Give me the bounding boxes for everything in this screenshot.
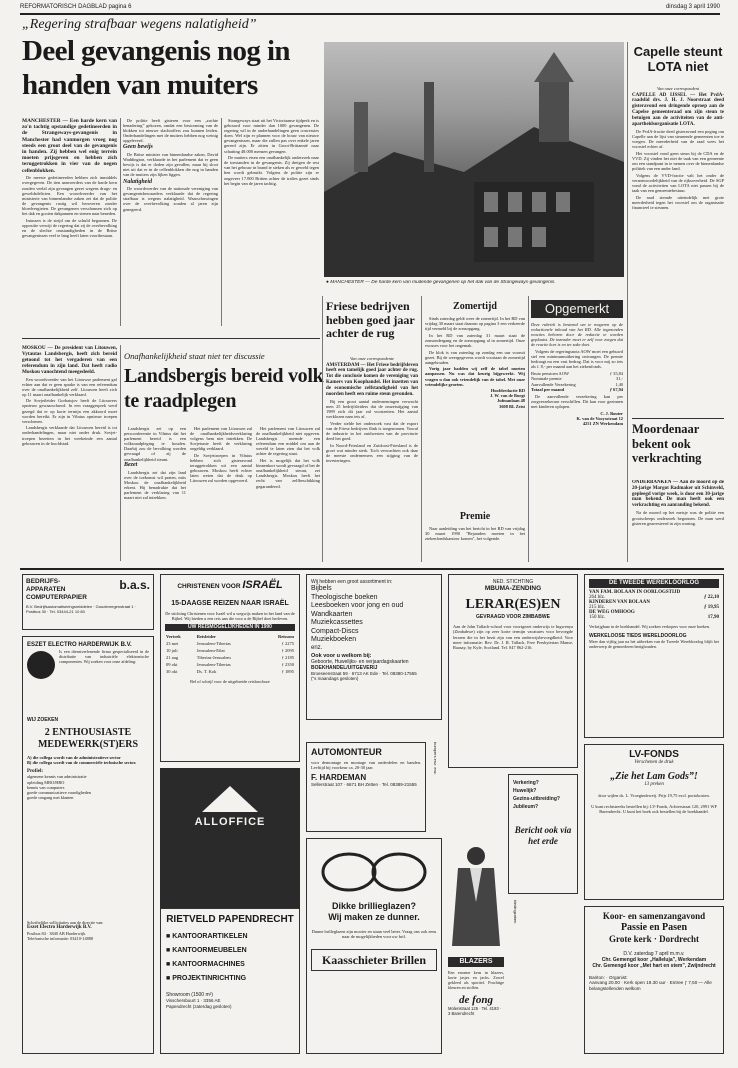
moskou-sub1: Bezet <box>124 462 138 469</box>
zomertijd-body2: In het RD van zaterdag 31 maart staat de zonsondergang en de zonsopgang al in zomertijd. Onze excuses voor het ongemak. <box>425 332 525 348</box>
dedag-row: DE WEG OMHOOG <box>589 610 635 615</box>
israel-row: 23 mei Jerusalem-Tiberias ƒ 2275 <box>166 641 294 647</box>
koor-date: D.V. zaterdag 7 april m.m.v. <box>623 951 685 957</box>
page-header <box>20 2 720 12</box>
premie-body: Naar aanleiding van het bericht in het RD van vrijdag 30 maart 1990 "Bejaarden moeten in het ziekenfondskantoor komen", het volgende. <box>425 526 525 542</box>
premie-sign2: K. van de Vooysstraat 12 <box>576 415 623 421</box>
prison-photo <box>324 42 624 277</box>
opgemerkt-intro: Deze rubriek is bestemd om te reageren op de redactionele inhoud van het RD. Alle ingezonden reacties behoren door de redactie te worden geplaatst. De inzender moet er zelf voor zorgen dat de reactie kort is en ter zake doet. <box>531 322 623 348</box>
autom-title: AUTOMONTEUR <box>311 747 382 757</box>
eszet-a: A) die collega wordt van de administratieve sector <box>27 755 121 760</box>
rietveld-item: ■ PROJEKTINRICHTING <box>166 975 247 982</box>
defong-brand: de fong <box>459 994 493 1006</box>
friese-intro: AMSTERDAM — Het Friese bedrijfsleven heeft een tamelijk goed jaar achter de rug. Tot die conclusie komen de vereniging van Kamers van Koophandel. Het inzetten van de economische zelfstandigheid van het noorden heeft een ruime steun gevonden. <box>326 362 418 397</box>
bril-brand: Kaasschieter Brillen <box>311 949 437 971</box>
israel-table-head: Vertrek Reisleider Reissom <box>166 634 294 640</box>
lvfonds-headline: „Zie het Lam Gods”! <box>610 771 698 782</box>
moskou-body1: Een woordvoerder van het Litouwse parlement gaf echter aan dat er geen sprake is van een referendum over de onafhankelijkheid zelf. Litouwen heeft zich op 11 maart onafhankelijk verklaard. <box>22 376 117 397</box>
wissel-side: kledingzaken <box>513 900 518 924</box>
zomertijd-body1: Sinds zaterdag geldt weer de zomertijd. In het RD van vrijdag 30 maart staat daarom op pagina 3 een verkeerde tijd vermeld bij de zonsopgang. <box>425 316 525 332</box>
bibles-visit: Ook voor u welkom bij: <box>311 652 372 659</box>
dedag-row: VAN FAM. BOLAAN IN OORLOGSTIJD <box>589 590 681 595</box>
capelle-headline: Capelle steunt LOTA niet <box>633 44 723 74</box>
premie-headline: Premie <box>459 511 491 522</box>
paper-name: REFORMATORISCH DAGBLAD pagina 6 <box>20 4 132 10</box>
lead-sub2: Nalatigheid <box>123 178 153 185</box>
eszet-addr: Postbus 84 · 3840 AB Harderwijk <box>27 930 86 936</box>
bibles-item: Wandkaarten <box>311 610 353 618</box>
opgemerkt-row: Aanvullende Verzekering 1,40 <box>531 381 623 387</box>
capelle-byline: Van onze correspondent <box>656 86 700 91</box>
alloffice-brand: ALLOFFICE <box>194 816 266 828</box>
zomertijd-bold: Vorig jaar hadden wij zelf de tabel moeten aanpassen. Nu was dat keurig bijgewerkt. Wij vragen u dan ook vriendelijk van de tabel. Met onze vriendelijke groeten. <box>425 366 525 387</box>
israel-foot: Bel of schrijf voor de uitgebreide reisbrochure <box>190 679 270 685</box>
vraag-item: Jubileum? <box>513 804 539 810</box>
eszet-bottom: Schriftelijke sollicitaties aan de directie van: <box>27 919 104 925</box>
eszet-logo <box>27 651 55 679</box>
landsbergis-body3: De Sovjettroepen in Vilnius hebben zich gisteravond teruggetrokken uit een aantal gebouwen. Moskou heeft echter laten weten dat de druk op Litouwen zal worden opgevoerd. <box>190 452 252 484</box>
ad-eszet <box>22 636 154 1054</box>
bibles-item: Theologische boeken <box>311 593 378 601</box>
prison-roof-illustration <box>324 42 624 277</box>
defong-text: Een enorme keus in blazers, korte jasjes en jacks. Zowel gekleed als sportief. Prachtige kleuren en stoffen. <box>448 970 504 990</box>
lerares-small: NED. STICHTING <box>492 579 534 585</box>
bas-small: B.V. Bedrijfsautomatiseringsmiddelen · Goudenregenstraat 1 · Postbus 30 · Tel. 03444-21 10 80 <box>26 604 136 614</box>
zomertijd-sign1: Hoofdredactie RD <box>490 388 525 394</box>
dedag-row: KINDEREN VAN BOLAAN <box>589 600 650 605</box>
vraag-item: Huwelijk? <box>513 788 537 794</box>
eszet-text: Is een dienstverlenende firma gespecialiseerd in de distributie van industriële elektronische componenten. Wij zoeken voor onze afdeling: <box>59 649 149 664</box>
friese-byline: Van onze correspondente <box>350 356 394 361</box>
koor-title3: Grote kerk · Dordrecht <box>609 934 699 944</box>
eszet-title: ESZET ELECTRO HARDERWIJK B.V. <box>27 642 132 648</box>
lead-body6: Strangeways staat uit het Victoriaanse tijdperk en is gebouwd voor minder dan 1000 gevangenen. De regering wil in de onderhandelingen geen concessies doen. Wel zijn er plannen voor de bouw van nieuwe gevangenissen, maar die zullen pas over enkele jaren gereed zijn. Er zitten in Groot-Brittannië naar schatting 48.000 mensen gevangen. <box>224 118 319 154</box>
defong-title: BLAZERS <box>448 957 504 967</box>
lerares-text: Aan de John Tallach-school voor voortgezet onderwijs te Ingwenya (Zimbabwe) zijn op zeer korte termijn vacatures voor bevoegde leraren die in het bezit zijn van een onderwijsbevoegdheid. Voor meer informatie: Rev. Dr. J. R. Tallach, Free Presbyterian Manse, Raasay, by Kyle, Scotland. Tel. 047 862-216. <box>453 624 573 651</box>
rietveld-item: ■ KANTOORMEUBELEN <box>166 947 247 954</box>
zomertijd-body3: De klok is van zaterdag op zondag een uur vooruit gezet. Bij de weergegevens wordt voortaan de zomertijd aangehouden. <box>425 349 525 365</box>
landsbergis-body1: Landsbergis zei op een persconferentie in Vilnius dat het parlement bereid is een volksraadpleging te houden. Daarbij zou de bevolking worden gevraagd of zij de onafhankelijkheid steunt. <box>124 426 186 462</box>
landsbergis-body4: Het parlement van Litouwen zal de onafhankelijkheid niet opgeven. Landsbergis noemde een referendum een middel om aan de wereld te laten zien dat het volk achter de regering staat. <box>256 426 320 457</box>
ad-defong <box>446 840 506 1054</box>
page-date: dinsdag 3 april 1990 <box>665 4 720 10</box>
eszet-item: kennis van computers <box>27 784 65 790</box>
autom-text: voor demontage en montage van onderdelen en banden. Leeftijd bij voorkeur ca. 20-30 jaar. <box>311 760 421 771</box>
bibles-etc: enz. <box>311 644 323 651</box>
bibles-firm: BOEKHANDEL/UITGEVERIJ <box>311 664 378 671</box>
koor-choir1: Chr. Gemengd koor „Halleluja”, Werkendam <box>601 957 707 963</box>
opgemerkt-row: Totaal per maand ƒ 67,94 <box>531 386 623 392</box>
lvfonds-sub: Verschenen de druk <box>634 760 674 765</box>
moordenaar-body: Na de moord op het meisje was de politie een grootscheeps onderzoek begonnen. De man werd gisteren gearresteerd in zijn woning. <box>632 510 724 526</box>
bas-line3: COMPUTERPAPIER <box>26 594 87 601</box>
capelle-body3: Volgens de VVD-fractie valt het onder de verantwoordelijkheid van de rijksoverheid. De SGP vond de activiteiten van LOTA niet passen bij de taak van een gemeentebestuur. <box>632 172 724 193</box>
alloffice-logo-icon <box>200 784 260 814</box>
dedag-row: 215 blz. ƒ 19,95 <box>589 605 719 610</box>
ad-rietveld <box>160 908 300 1054</box>
bibles-item: Compact-Discs <box>311 627 359 635</box>
ad-bas <box>22 574 154 630</box>
eszet-headline: 2 ENTHOUSIASTE MEDEWERK(ST)ERS <box>37 727 138 750</box>
photo-caption: ● MANCHESTER — De harde kern van muitende gevangenen op het dak van de Strangeways-gevangenis. <box>326 280 556 285</box>
israel-row: 09 okt Jerusalem-Tiberias ƒ 2350 <box>166 662 294 668</box>
opgemerkt-row: Nominale premie 31,- <box>531 376 623 382</box>
israel-text: De stichting Christenen voor Israël wil u wegwijs maken in het land van de Bijbel. Wij bieden u een reis aan die voor u de Bijbel doet herleven. <box>165 611 295 622</box>
lerares-brand: MBUMA-ZENDING <box>484 585 542 592</box>
lvfonds-text: door wijlen ds. L. Vroegindeweij. Prijs 19,75 excl. portokosten. <box>598 793 710 798</box>
landsbergis-headline: Landsbergis bereid volk te raadplegen <box>124 365 324 412</box>
ad-lerares <box>448 574 578 768</box>
bibles-item: Leesboeken voor jong en oud <box>311 602 404 609</box>
ad-israel <box>160 574 300 762</box>
moskou-body3: Landsbergis verklaarde dat Litouwen bereid is tot onderhandelingen, maar niet onder druk. Sovjet-troepen bezetten in het weekeinde een aantal gebouwen in de hoofdstad. <box>22 425 117 446</box>
israel-table <box>165 633 295 675</box>
rietveld-show: Showroom (1500 m²) <box>166 992 213 998</box>
bas-line2: APPARATEN <box>26 586 66 593</box>
eszet-item: opleiding MBO/HBO <box>27 779 65 785</box>
lerares-sub: GEVRAAGD VOOR ZIMBABWE <box>476 614 550 620</box>
koor-title1: Koor- en samenzangavond <box>602 911 706 921</box>
dedag-row: 150 blz. 17,90 <box>589 615 719 620</box>
moskou-intro: MOSKOU — De president van Litouwen, Vytautas Landsbergis, heeft zich bereid getoond tot het vergaderen van een referendum in zijn land. Dat heeft radio Moskou vanochtend meegedeeld. <box>22 345 117 375</box>
lvfonds-title: LV-FONDS <box>629 749 679 760</box>
ad-automonteur <box>306 742 426 832</box>
landsbergis-kicker: Onafhankelijkheid staat niet ter discussie <box>124 351 265 361</box>
bril-text: Dunne brilleglazen zijn mooier en staan veel beter. Vraag ons ook eens naar de mogelijkheden voor uw bril. <box>311 929 437 940</box>
lead-body1: De meeste gedetineerden hebben zich inmiddels overgegeven. De tien aanvoerders van de harde kern zouden veelal zijn gevangen gezet wegens drugs- en geweldsdelicten. Een woordvoerder van het ministerie van binnenlandse zaken zei dat de politie de gevangenis rustig wil heroveren zonder bloedvergieten. De gevangenen verschansen zich op het dak en gooien dakpannen en stenen naar beneden. <box>22 175 117 216</box>
lead-body2b: De politie heeft gisteren voor een „zachte benadering” gekozen, omdat een bestorming van de blokken tot nieuwe slachtoffers zou kunnen leiden. Onderhandelingen met de muiters hebben nog weinig opgeleverd. <box>123 118 218 144</box>
defong-addr: Molenstraat 125 · Tel. 4193 · 3 Barendrecht <box>448 1006 502 1016</box>
koor-title2: Passie en Pasen <box>620 922 688 933</box>
ad-bril <box>306 838 442 1054</box>
opgemerkt-tail: De aanvullende verzekering kan per zorgverzekeraar verschillen. Dit kan voor gezinnen met kinderen oplopen. <box>531 393 623 409</box>
landsbergis-body2: Het parlement van Litouwen zal de onafhankelijkheidsverklaring volgens hem niet intrekken. De Sovjetunie heeft de verklaring ongeldig verklaard. <box>190 426 252 452</box>
friese-body3: In Noord-Friesland en Zuidoost-Friesland is de groei wat minder sterk. Toch verwachten ook daar de meeste ondernemers een stijging van de investeringen. <box>326 442 418 463</box>
dedag-sub: WERKELOOSE TIEDS WERELDOORLOG <box>589 633 687 639</box>
bril-title: Dikke brillieglazen? <box>331 901 417 911</box>
lvfonds-byline: 13 preken <box>644 782 664 787</box>
koor-time: Aanvang 20.00 · Kerk open 19.30 uur · Entree ƒ 7,50 — Alle belangstellenden welkom <box>589 980 712 991</box>
bibles-addr: Broeseenstraat 59 · 6713 AK Ede · Tel. 08380-17555 <box>311 670 417 676</box>
bibles-intro: Wij hebben een groot assortiment in: <box>311 579 393 585</box>
wissel-label: bumpers enz. enz. <box>433 742 438 775</box>
lead-sub1: Geen bewijs <box>123 144 153 151</box>
lead-body2: Intussen is de strijd om de schuld begonnen. De oppositie verwijt de regering dat zij de overbevolking en de slechte omstandigheden in de Britse gevangenissen veel te lang heeft laten voortbestaan. <box>22 217 117 238</box>
rietveld-item: ■ KANTOORMACHINES <box>166 961 245 968</box>
glasses-icon <box>314 847 434 897</box>
bas-line1: BEDRIJFS- <box>26 578 61 585</box>
opgemerkt-rows <box>531 371 623 391</box>
ad-dedag <box>584 574 724 738</box>
lerares-title: LERAR(ES)EN <box>465 597 561 612</box>
zomertijd-sign2: J. W. van de Burgt <box>490 393 525 399</box>
bibles-name: Geboorte, Huwelijks- en verjaardagskaarten <box>311 658 409 665</box>
premie-sign3: 4251 ZN Werkendam <box>582 420 623 426</box>
eszet-profiel: Profiel: <box>27 769 44 775</box>
opgemerkt-label: Opgemerkt <box>531 300 623 318</box>
capelle-body2: Het voorstel vond geen steun bij de CDA en de VVD. Zij vinden het niet de taak van een gemeente om een standpunt in te nemen over de binnenlandse politiek van een ander land. <box>632 150 724 172</box>
eszet-item: goede omgang met klanten <box>27 794 74 800</box>
zomertijd-sign4: 3608 BL Zeist <box>499 403 525 409</box>
moordenaar-intro: ONDERBANKEN — Aan de moord op de 20-jarige Margot Radmaker uit Schinveld, gepleegd vorige week, is door een 30-jarige man bekend. De man heeft ook een verkrachting en aanranding bekend. <box>632 480 724 509</box>
capelle-body4: De raad stemde uiteindelijk met grote meerderheid tegen het voorstel om de organisatie financieel te steunen. <box>632 194 724 210</box>
koor-choir2: Chr. Gemengd koor „Met hart en stem”, Zwijndrecht <box>592 963 716 969</box>
rietveld-item: ■ KANTOORARTIKELEN <box>166 933 248 940</box>
friese-body2: Verder stelde het onderzoek vast dat de export van de Friese bedrijven flink is toegenomen. Vooral de industrie in het zuidwesten van de provincie deed het goed. <box>326 420 418 442</box>
opgemerkt-body: Volgens de regeringsnota AOW moet een gehuwd stel een minimumuitkering ontvangen. De premie bedraagt nu een vast bedrag. Dat is voor mij zo iets als f. 8,- per maand aan het ziekenfonds. <box>531 348 623 370</box>
lead-headline: Deel gevangenis nog in handen van muiters <box>22 35 290 101</box>
eszet-firm: Eszet Electro Harderwijk B.V. <box>27 924 92 930</box>
zomertijd-headline: Zomertijd <box>453 301 497 312</box>
dedag-title: DE TWEEDE WEREKLOORLOG <box>589 579 719 588</box>
bibles-item: Bijbels <box>311 585 332 592</box>
eszet-item: algemene kennis van administratie <box>27 774 87 780</box>
lead-intro: MANCHESTER — Een harde kern van zo'n tachtig opstandige gedetineerden in de Strangeways-gevangenis in Manchester had vanmorgen vroeg nog steeds een groot deel van de gevangenis in handen. Zij hebben wel enig terrein moeten prijsgeven en hebben zich teruggetrokken in vier van de negen cellenblokken. <box>22 118 117 174</box>
capelle-intro: CAPELLE AD IJSSEL — Het PvdA-raadslid drs. J. H. J. Noorstraat deed gisteravond een dringende oproep aan de Capelse gemeenteraad om zijn steun te betuigen aan de activiteiten van de anti-apartheidsorganisatie LOTA. <box>632 92 724 127</box>
ad-lvfonds <box>584 744 724 900</box>
premie-sign1: C. J. Bouter <box>600 410 623 416</box>
israel-row: 30 okt Ds. T. Kok ƒ 1895 <box>166 669 294 675</box>
landsbergis-body5: Het is mogelijk dat het volk binnenkort wordt gevraagd of het de onafhankelijkheid steunt, zei Landsbergis. Moskou heeft het recht van zelfbeschikking gegarandeerd. <box>256 458 320 489</box>
moskou-body4: Landsbergis zei dat zijn land over de toekomst wil praten, mits Moskou de onafhankelijkheid erkent. Hij benadrukte dat het parlement de verklaring van 11 maart niet zal intrekken. <box>124 469 186 501</box>
lead-body5: De woordvoerder van de nationale vereniging van gevangenisbewaarders verklaarde dat de regering strafbaar is wegens nalatigheid. Waarschuwingen over de overbevolking zouden al jaren zijn genegeerd. <box>123 186 218 212</box>
dedag-text: Verkrijgbaar in de boekhandel. Wij zoeken verkopers voor onze boeken. <box>589 624 711 629</box>
eszet-tel: Telefonische informatie: 03410-14888 <box>27 936 94 942</box>
bibles-item: Muziekcassettes <box>311 619 363 626</box>
autom-addr: Sellerstraat 107 · 6671 BH Zetten · Tel. 08389-21555 <box>311 782 417 788</box>
vraag-main: Bericht ook via het erde <box>514 825 572 846</box>
israel-table-title: UW REISMOGELIJKHEDEN IN 1990 <box>165 624 295 631</box>
israel-row: 21 aug Tiberias-Jerusalem ƒ 2185 <box>166 655 294 661</box>
friese-body1: Bij een groot aantal ondernemingen verwacht men 25 bedrijfsleiders dat de omzetstijging van 1989 zich dit jaar zal voortzetten. Het aantal werklozen nam iets af. <box>326 398 418 420</box>
vraag-item: Gezins-uitbreiding? <box>513 796 560 802</box>
autom-firm: F. HARDEMAN <box>311 773 367 783</box>
vraag-item: Verkering? <box>513 780 539 786</box>
israel-brand: CHRISTENEN VOOR ISRAËL <box>177 579 283 591</box>
eszet-item: goede communicatieve vaardigheden <box>27 789 91 795</box>
friese-headline: Friese bedrijven hebben goed jaar achter de rug <box>326 300 415 340</box>
capelle-body1: De PvdA-fractie deed gisteravond een poging om Capelle aan de lijst van steunende gemeenten toe te voegen. De meerderheid van de raad wees het voorstel echter af. <box>632 128 724 150</box>
rietveld-addr: Visschersbuurt 1 · 3356 AE Papendrecht (zaterdag gesloten) <box>166 998 232 1009</box>
opgemerkt-row: Bruto pensioen AOW ƒ 35,84 <box>531 371 623 377</box>
israel-title: 15-DAAGSE REIZEN NAAR ISRAËL <box>171 600 289 607</box>
ad-bibles <box>306 574 442 720</box>
bibles-hours: ("s maandags gesloten) <box>311 676 359 681</box>
dedag-row: 264 blz. ƒ 22,10 <box>589 595 719 600</box>
koor-org: Bariton: · Organist: <box>589 975 628 980</box>
bibles-item: Muziekboeken <box>311 636 357 643</box>
rietveld-name: RIETVELD PAPENDRECHT <box>166 914 294 925</box>
dedag-text2: Meer dan vijftig jaar na het uitbreken van de Tweede Wereldoorlog blijft het onderwerp de gemoederen bezighouden. <box>589 639 719 649</box>
lead-body7: De muiters eisen een onafhankelijk onderzoek naar de toestanden in de gevangenis. Zij dreigen de rest van het gebouw in brand te steken als er geweld tegen hen wordt gebruikt. Volgens de politie zijn er ongeveer 17.000 Britten achter de tralies gezet sinds het begin van de jaren tachtig. <box>224 155 319 186</box>
ad-vraag <box>508 774 578 894</box>
moordenaar-headline: Moordenaar bekent ook verkrachting <box>632 422 702 465</box>
eszet-zoekt: WIJ ZOEKEN <box>27 717 59 723</box>
lead-kicker: „Regering strafbaar wegens nalatigheid” <box>22 17 257 32</box>
moskou-body2: De Sovjetleider Gorbatsjov heeft de Litouwers opnieuw gewaarschuwd. In een vraaggesprek werd gezegd dat er op korte termijn een akkoord moet worden bereikt. Er zijn in Vilnius opnieuw troepen verschenen. <box>22 398 117 424</box>
lead-body3: De Britse minister van binnenlandse zaken, David Waddington, verklaarde in het parlement dat er geen bewijs is dat er doden zijn gevallen, maar hij sloot niet uit dat er in de cellenblokken die nog in handen van de muiters zijn lijken liggen. <box>123 152 218 178</box>
bas-logo: b.a.s. <box>119 578 150 592</box>
ad-alloffice <box>160 768 300 908</box>
blazer-figure-icon <box>448 842 504 952</box>
bril-sub: Wij maken ze dunner. <box>328 912 420 922</box>
eszet-b: B) die collega wordt van de commerciële technische sector. <box>27 760 137 766</box>
ad-koor <box>584 906 724 1054</box>
israel-row: 10 juli Jerusalem-Eilat ƒ 2095 <box>166 648 294 654</box>
lvfonds-order: U kunt rechtstreeks bestellen bij: LV-Fonds, Achterstraat 120, 2991 WF Barendrecht. U kunt het boek ook bestellen bij de boekhandel. <box>591 804 717 815</box>
zomertijd-sign3: Jufmanlaan 48 <box>497 398 525 404</box>
